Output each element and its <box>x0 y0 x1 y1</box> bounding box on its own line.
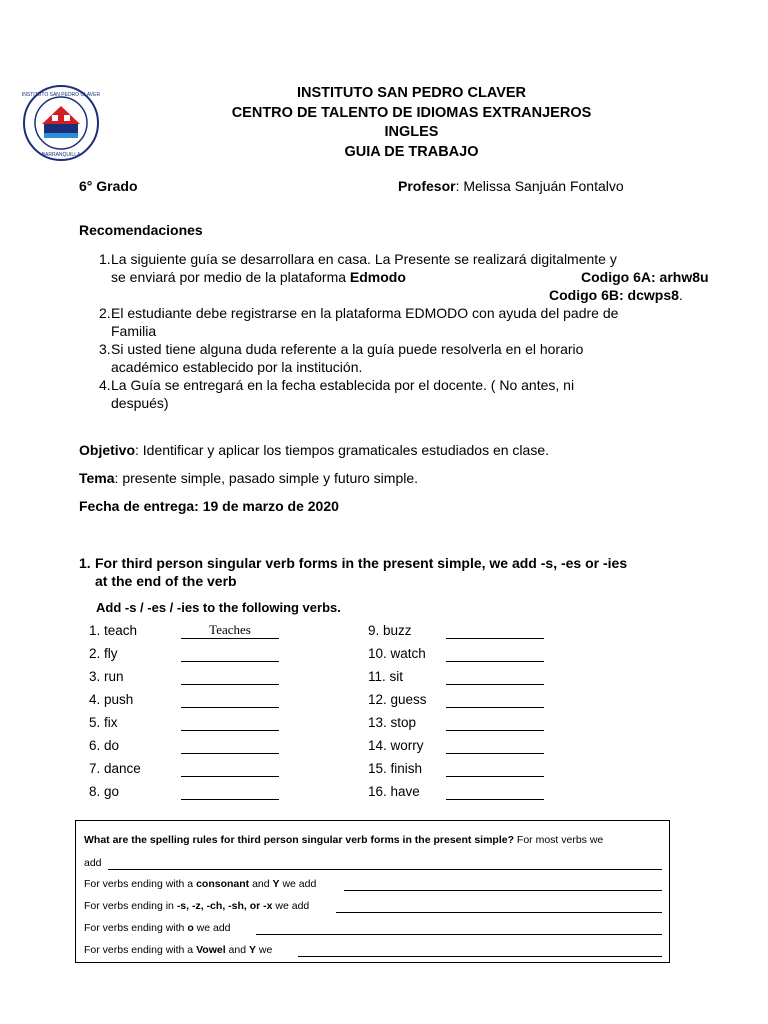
rule-bold: o <box>187 922 194 934</box>
rule-text: and <box>249 878 273 890</box>
verb-label: 12. guess <box>368 692 427 707</box>
header-institute: INSTITUTO SAN PEDRO CLAVER <box>296 85 527 101</box>
verb-label: 1. teach <box>89 623 138 638</box>
item-line: La siguiente guía se desarrollara en casa. La Presente se realizará digitalmente y <box>111 251 617 267</box>
topic-text: : presente simple, pasado simple y futuro simple. <box>114 470 419 486</box>
recommendation-item <box>79 304 719 340</box>
rules-question-bold: What are the spelling rules for third person singular verb forms in the present simple? <box>84 834 514 846</box>
teacher-label: Profesor <box>398 178 456 194</box>
rule-text: For verbs ending with <box>84 922 188 934</box>
verb-row <box>89 645 289 668</box>
item-line: Si usted tiene alguna duda referente a la guía puede resolverla en el horario <box>111 341 584 357</box>
item-number: 1. <box>99 251 111 267</box>
recommendations-title: Recomendaciones <box>79 222 203 238</box>
verb-label: 6. do <box>89 738 120 753</box>
item-line <box>111 286 719 304</box>
rules-add-label: add <box>84 857 102 869</box>
verb-row <box>89 714 289 737</box>
question-number: 1. <box>79 555 91 571</box>
item-line: después) <box>111 395 169 411</box>
recommendation-item <box>79 376 719 412</box>
rule-answer-line[interactable] <box>336 911 662 913</box>
rule-bold: -s, -z, -ch, -sh, or -x <box>176 900 273 912</box>
recommendation-item <box>79 250 719 304</box>
verb-row <box>368 737 558 760</box>
item-number: 2. <box>99 305 111 321</box>
rule-s-z-ch-sh-x <box>84 900 309 912</box>
item-line: Familia <box>111 323 157 339</box>
verb-label: 10. watch <box>368 646 426 661</box>
item-line: La Guía se entregará en la fecha establecida por el docente. ( No antes, ni <box>111 377 575 393</box>
code-6b-period: . <box>678 287 683 303</box>
grade-label: 6° Grado <box>79 178 138 194</box>
verb-row <box>368 714 558 737</box>
question-instruction: Add -s / -es / -ies to the following verbs. <box>96 600 341 615</box>
verb-row <box>89 691 289 714</box>
recommendations-list <box>79 250 719 412</box>
verb-answer-field[interactable] <box>446 691 544 708</box>
rule-vowel-y <box>84 944 272 956</box>
verb-answer-field[interactable] <box>181 737 279 754</box>
rule-answer-line[interactable] <box>256 933 662 935</box>
verb-row <box>89 783 289 806</box>
item-number: 3. <box>99 341 111 357</box>
verb-label: 16. have <box>368 784 420 799</box>
rule-text: For verbs ending with a <box>84 944 197 956</box>
verb-label: 11. sit <box>368 669 404 684</box>
rule-text: and <box>225 944 249 956</box>
verb-answer-field[interactable] <box>446 737 544 754</box>
due-date: Fecha de entrega: 19 de marzo de 2020 <box>79 498 339 514</box>
verb-answer-field[interactable] <box>181 668 279 685</box>
item-line: académico establecido por la institución. <box>111 359 363 375</box>
teacher-name: : Melissa Sanjuán Fontalvo <box>455 178 624 194</box>
verb-answer-field[interactable]: Teaches <box>181 622 279 639</box>
verb-label: 14. worry <box>368 738 424 753</box>
rules-question-rest: For most verbs we <box>514 834 604 846</box>
item-line <box>111 268 719 286</box>
verb-row <box>368 622 558 645</box>
teacher-info <box>398 178 624 194</box>
topic-label: Tema <box>79 470 115 486</box>
rule-text: For verbs ending with a <box>84 878 197 890</box>
edmodo-label: Edmodo <box>349 269 406 285</box>
verb-label: 7. dance <box>89 761 141 776</box>
verb-answer-field[interactable] <box>446 783 544 800</box>
verb-row <box>368 783 558 806</box>
recommendation-item <box>79 340 719 376</box>
code-6a: Codigo 6A: arhw8u <box>581 269 709 285</box>
document-header <box>0 84 768 162</box>
verb-label: 9. buzz <box>368 623 412 638</box>
verb-row <box>368 668 558 691</box>
header-guide: GUIA DE TRABAJO <box>344 143 479 160</box>
rule-o <box>84 922 231 934</box>
rules-question <box>84 834 603 846</box>
verb-answer-field[interactable] <box>446 668 544 685</box>
rule-answer-line[interactable] <box>298 955 662 957</box>
header-center: CENTRO DE TALENTO DE IDIOMAS EXTRANJEROS <box>231 104 592 121</box>
code-6b-text: Codigo 6B: dcwps8 <box>549 287 679 303</box>
spelling-rules-box <box>75 820 670 963</box>
objective-text: : Identificar y aplicar los tiempos gramaticales estudiados en clase. <box>135 442 549 458</box>
item-line: El estudiante debe registrarse en la plataforma EDMODO con ayuda del padre de <box>111 305 619 321</box>
rule-text: we add <box>193 922 231 934</box>
header-subject: INGLES <box>384 124 439 140</box>
verb-label: 2. fly <box>89 646 118 661</box>
verb-answer-field[interactable] <box>181 691 279 708</box>
logo-top-text: INSTITUTO SAN PEDRO CLAVER <box>22 92 100 98</box>
topic <box>79 470 418 486</box>
verb-answer-field[interactable] <box>446 622 544 639</box>
verb-row <box>89 668 289 691</box>
verb-row <box>368 760 558 783</box>
verb-row <box>89 622 289 645</box>
rule-answer-line[interactable] <box>344 889 662 891</box>
objective-label: Objetivo <box>79 442 136 458</box>
rule-bold: Y <box>272 878 280 890</box>
rule-bold: consonant <box>196 878 250 890</box>
rule-consonant-y <box>84 878 316 890</box>
rule-text: we <box>256 944 273 956</box>
question-line: at the end of the verb <box>95 573 237 589</box>
verb-answer-field[interactable] <box>181 645 279 662</box>
logo-bottom-text: BARRANQUILLA <box>41 152 81 158</box>
rule-answer-line[interactable] <box>108 868 662 870</box>
verb-row <box>89 737 289 760</box>
item-text: se enviará por medio de la plataforma <box>111 269 350 285</box>
rule-bold: Vowel <box>196 944 226 956</box>
verb-answer-field[interactable] <box>446 714 544 731</box>
verb-row <box>89 760 289 783</box>
question-line: For third person singular verb forms in the present simple, we add -s, -es or -ies <box>95 555 628 571</box>
verb-label: 8. go <box>89 784 120 799</box>
rule-bold: Y <box>248 944 256 956</box>
verbs-left-column <box>89 622 289 806</box>
verb-label: 5. fix <box>89 715 118 730</box>
verb-answer-field[interactable] <box>446 645 544 662</box>
verb-label: 3. run <box>89 669 124 684</box>
verb-label: 4. push <box>89 692 134 707</box>
verb-answer-field[interactable] <box>181 783 279 800</box>
objective <box>79 442 549 458</box>
rule-text: we add <box>279 878 317 890</box>
question-1 <box>79 554 699 590</box>
verb-label: 13. stop <box>368 715 417 730</box>
verb-answer-field[interactable] <box>446 760 544 777</box>
code-6b <box>549 286 683 304</box>
verb-answer-field[interactable] <box>181 714 279 731</box>
verbs-right-column <box>368 622 558 806</box>
verb-label: 15. finish <box>368 761 423 776</box>
verb-row <box>368 645 558 668</box>
rule-text: For verbs ending in <box>84 900 177 912</box>
verb-row <box>368 691 558 714</box>
item-number: 4. <box>99 377 111 393</box>
verb-answer-field[interactable] <box>181 760 279 777</box>
rule-text: we add <box>272 900 310 912</box>
